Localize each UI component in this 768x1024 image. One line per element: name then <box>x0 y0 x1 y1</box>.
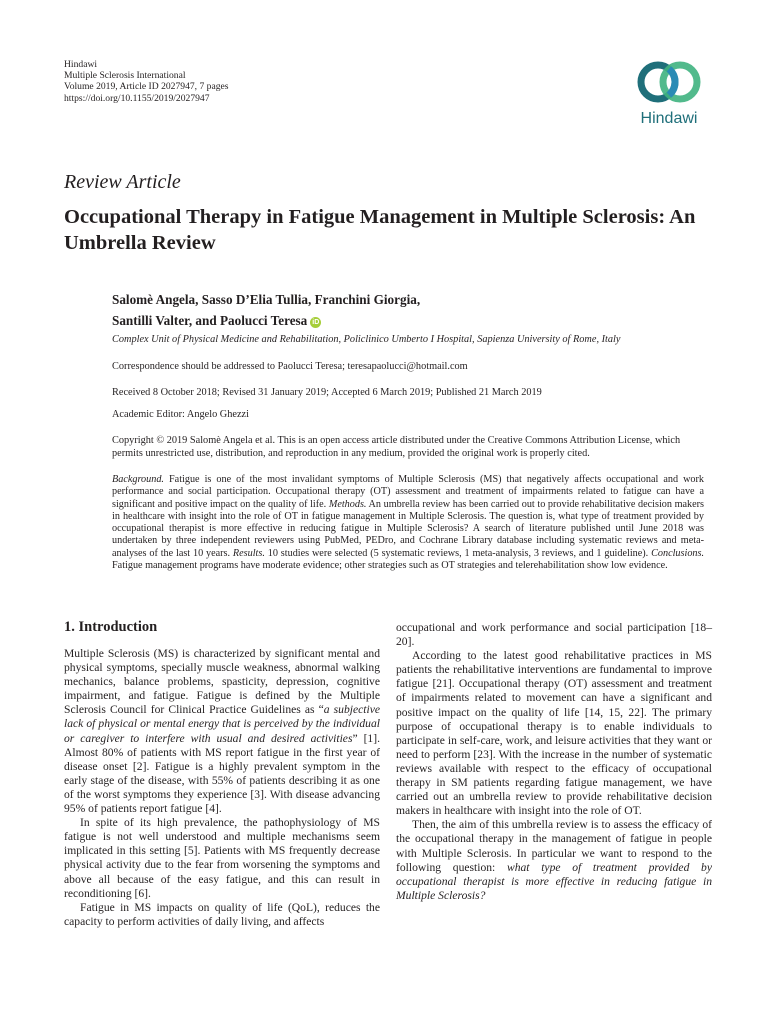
article-title: Occupational Therapy in Fatigue Management in Multiple Sclerosis: An Umbrella Review <box>64 206 696 254</box>
abstract-methods-label: Methods. <box>328 498 367 510</box>
logo-text: Hindawi <box>640 110 698 127</box>
academic-editor: Academic Editor: Angelo Ghezzi <box>112 409 249 420</box>
authors-line-2 <box>112 310 672 331</box>
intro-paragraph-4: According to the latest good rehabilitative practices in MS patients the rehabilitative interventions are fundamental to improve fatigue [21]. Occupational therapy (OT) assessment and treatment of impairments related to movement can have a significant and positive impact on the quality of life [14, 15, 22]. The primary purpose of occupational therapy is to enable individuals to participate in self-care, work, and leisure activities that they want or need to perform [23]. With the increase in the number of systematic reviews available with respect to the efficacy of occupational therapy in SM patients regarding fatigue management, we have carried out an umbrella review to provide rehabilitative decision makers in healthcare with insight into the role of OT. <box>396 649 712 818</box>
doi-link[interactable]: https://doi.org/10.1155/2019/2027947 <box>64 92 210 104</box>
intro-paragraph-continued: occupational and work performance and social participation [18–20]. <box>396 621 712 649</box>
orcid-icon[interactable]: iD <box>312 319 320 326</box>
hindawi-logo-icon <box>636 58 702 106</box>
intro-p1-text-b: ” [1]. Almost 80% of patients with MS report fatigue in the first year of disease onset [2]. Fatigue is a highly prevalent symptom in the early stage of the disease, with 55% of patients describing it as one of the worst symptoms they experience [3]. With disease advancing 95% of patients report fatigue [4]. <box>64 731 380 816</box>
abstract-methods: An umbrella review has been carried out to provide rehabilitative decision makers in healthcare with insight into the role of OT in fatigue management in Multiple Sclerosis. The question is, what type of treatment provided by occupational therapist is more effective in reducing fatigue in Multiple Sclerosis? A search of literature published until June 2018 was undertaken by three independent reviewers using PubMed, PEDro, and Cochrane Library database including systematic reviews and meta-analyses of the last 10 years. <box>112 498 705 559</box>
correspondence: Correspondence should be addressed to Paolucci Teresa; teresapaolucci@hotmail.com <box>112 361 468 372</box>
intro-p5-question: what type of treatment provided by occupational therapist is more effective in reducing fatigue in Multiple Sclerosis? <box>396 860 712 902</box>
intro-p1-text-a: Multiple Sclerosis (MS) is characterized by significant mental and physical symptoms, specially muscle weakness, abnormal walking mechanics, balance problems, spasticity, depression, cognitive impairment, and fatigue. Fatigue is defined by the Multiple Sclerosis Council for Clinical Practice Guidelines as “ <box>64 647 380 717</box>
author-list <box>112 289 672 331</box>
right-column <box>396 621 712 903</box>
intro-paragraph-2: In spite of its high prevalence, the pathophysiology of MS fatigue is not well understood and multiple mechanisms seem implicated in this setting [5]. Patients with MS frequently decrease physical activity due to the fear from worsening the symptoms and above all because of the easy fatigue, and this can result in reconditioning [6]. <box>64 816 380 900</box>
abstract-results-label: Results. <box>232 547 265 559</box>
intro-paragraph-1 <box>64 647 380 816</box>
intro-p5-text: Then, the aim of this umbrella review is to assess the efficacy of the occupational therapy in the management of fatigue in people with Multiple Sclerosis. In particular we want to respond to the following question: <box>396 818 712 874</box>
journal-header <box>64 59 229 104</box>
article-type: Review Article <box>64 171 181 193</box>
authors-line-2-text: Santilli Valter, and Paolucci Teresa <box>112 313 308 328</box>
publication-dates: Received 8 October 2018; Revised 31 January 2019; Accepted 6 March 2019; Published 21 March 2019 <box>112 387 542 398</box>
copyright-notice: Copyright © 2019 Salomè Angela et al. This is an open access article distributed under the Creative Commons Attribution License, which permits unrestricted use, distribution, and reproduction in any medium, provided the original work is properly cited. <box>112 435 681 459</box>
abstract <box>112 474 704 572</box>
abstract-conclusions-label: Conclusions. <box>651 547 705 559</box>
left-column <box>64 647 380 929</box>
publisher-name: Hindawi <box>64 59 98 70</box>
journal-name: Multiple Sclerosis International <box>64 70 186 82</box>
volume-line: Volume 2019, Article ID 2027947, 7 pages <box>64 81 229 93</box>
abstract-background: Fatigue is one of the most invalidant symptoms of Multiple Sclerosis (MS) that negatively affects occupational and work performance and social participation. Occupational therapy (OT) assessment and treatment of impairments related to fatigue can have a significant and positive impact on the quality of life. <box>112 474 705 510</box>
intro-p1-quote: a subjective lack of physical or mental energy that is perceived by the individual or caregiver to interfere with usual and desired activities <box>64 703 380 745</box>
abstract-conclusions: Fatigue management programs have moderate evidence; other strategies such as OT strategies and telerehabilitation show low evidence. <box>112 559 668 571</box>
abstract-results: 10 studies were selected (5 systematic reviews, 1 meta-analysis, 3 reviews, and 1 guideline). <box>267 547 649 559</box>
intro-paragraph-3: Fatigue in MS impacts on quality of life (QoL), reduces the capacity to perform activities of daily living, and affects <box>64 900 380 928</box>
authors-line-1: Salomè Angela, Sasso D’Elia Tullia, Franchini Giorgia, <box>112 292 421 307</box>
section-heading-introduction: 1. Introduction <box>64 619 158 635</box>
hindawi-logo[interactable] <box>624 58 714 134</box>
intro-paragraph-5 <box>396 818 712 903</box>
abstract-background-label: Background. <box>112 474 164 485</box>
affiliation: Complex Unit of Physical Medicine and Rehabilitation, Policlinico Umberto I Hospital, Sapienza University of Rome, Italy <box>112 334 621 345</box>
